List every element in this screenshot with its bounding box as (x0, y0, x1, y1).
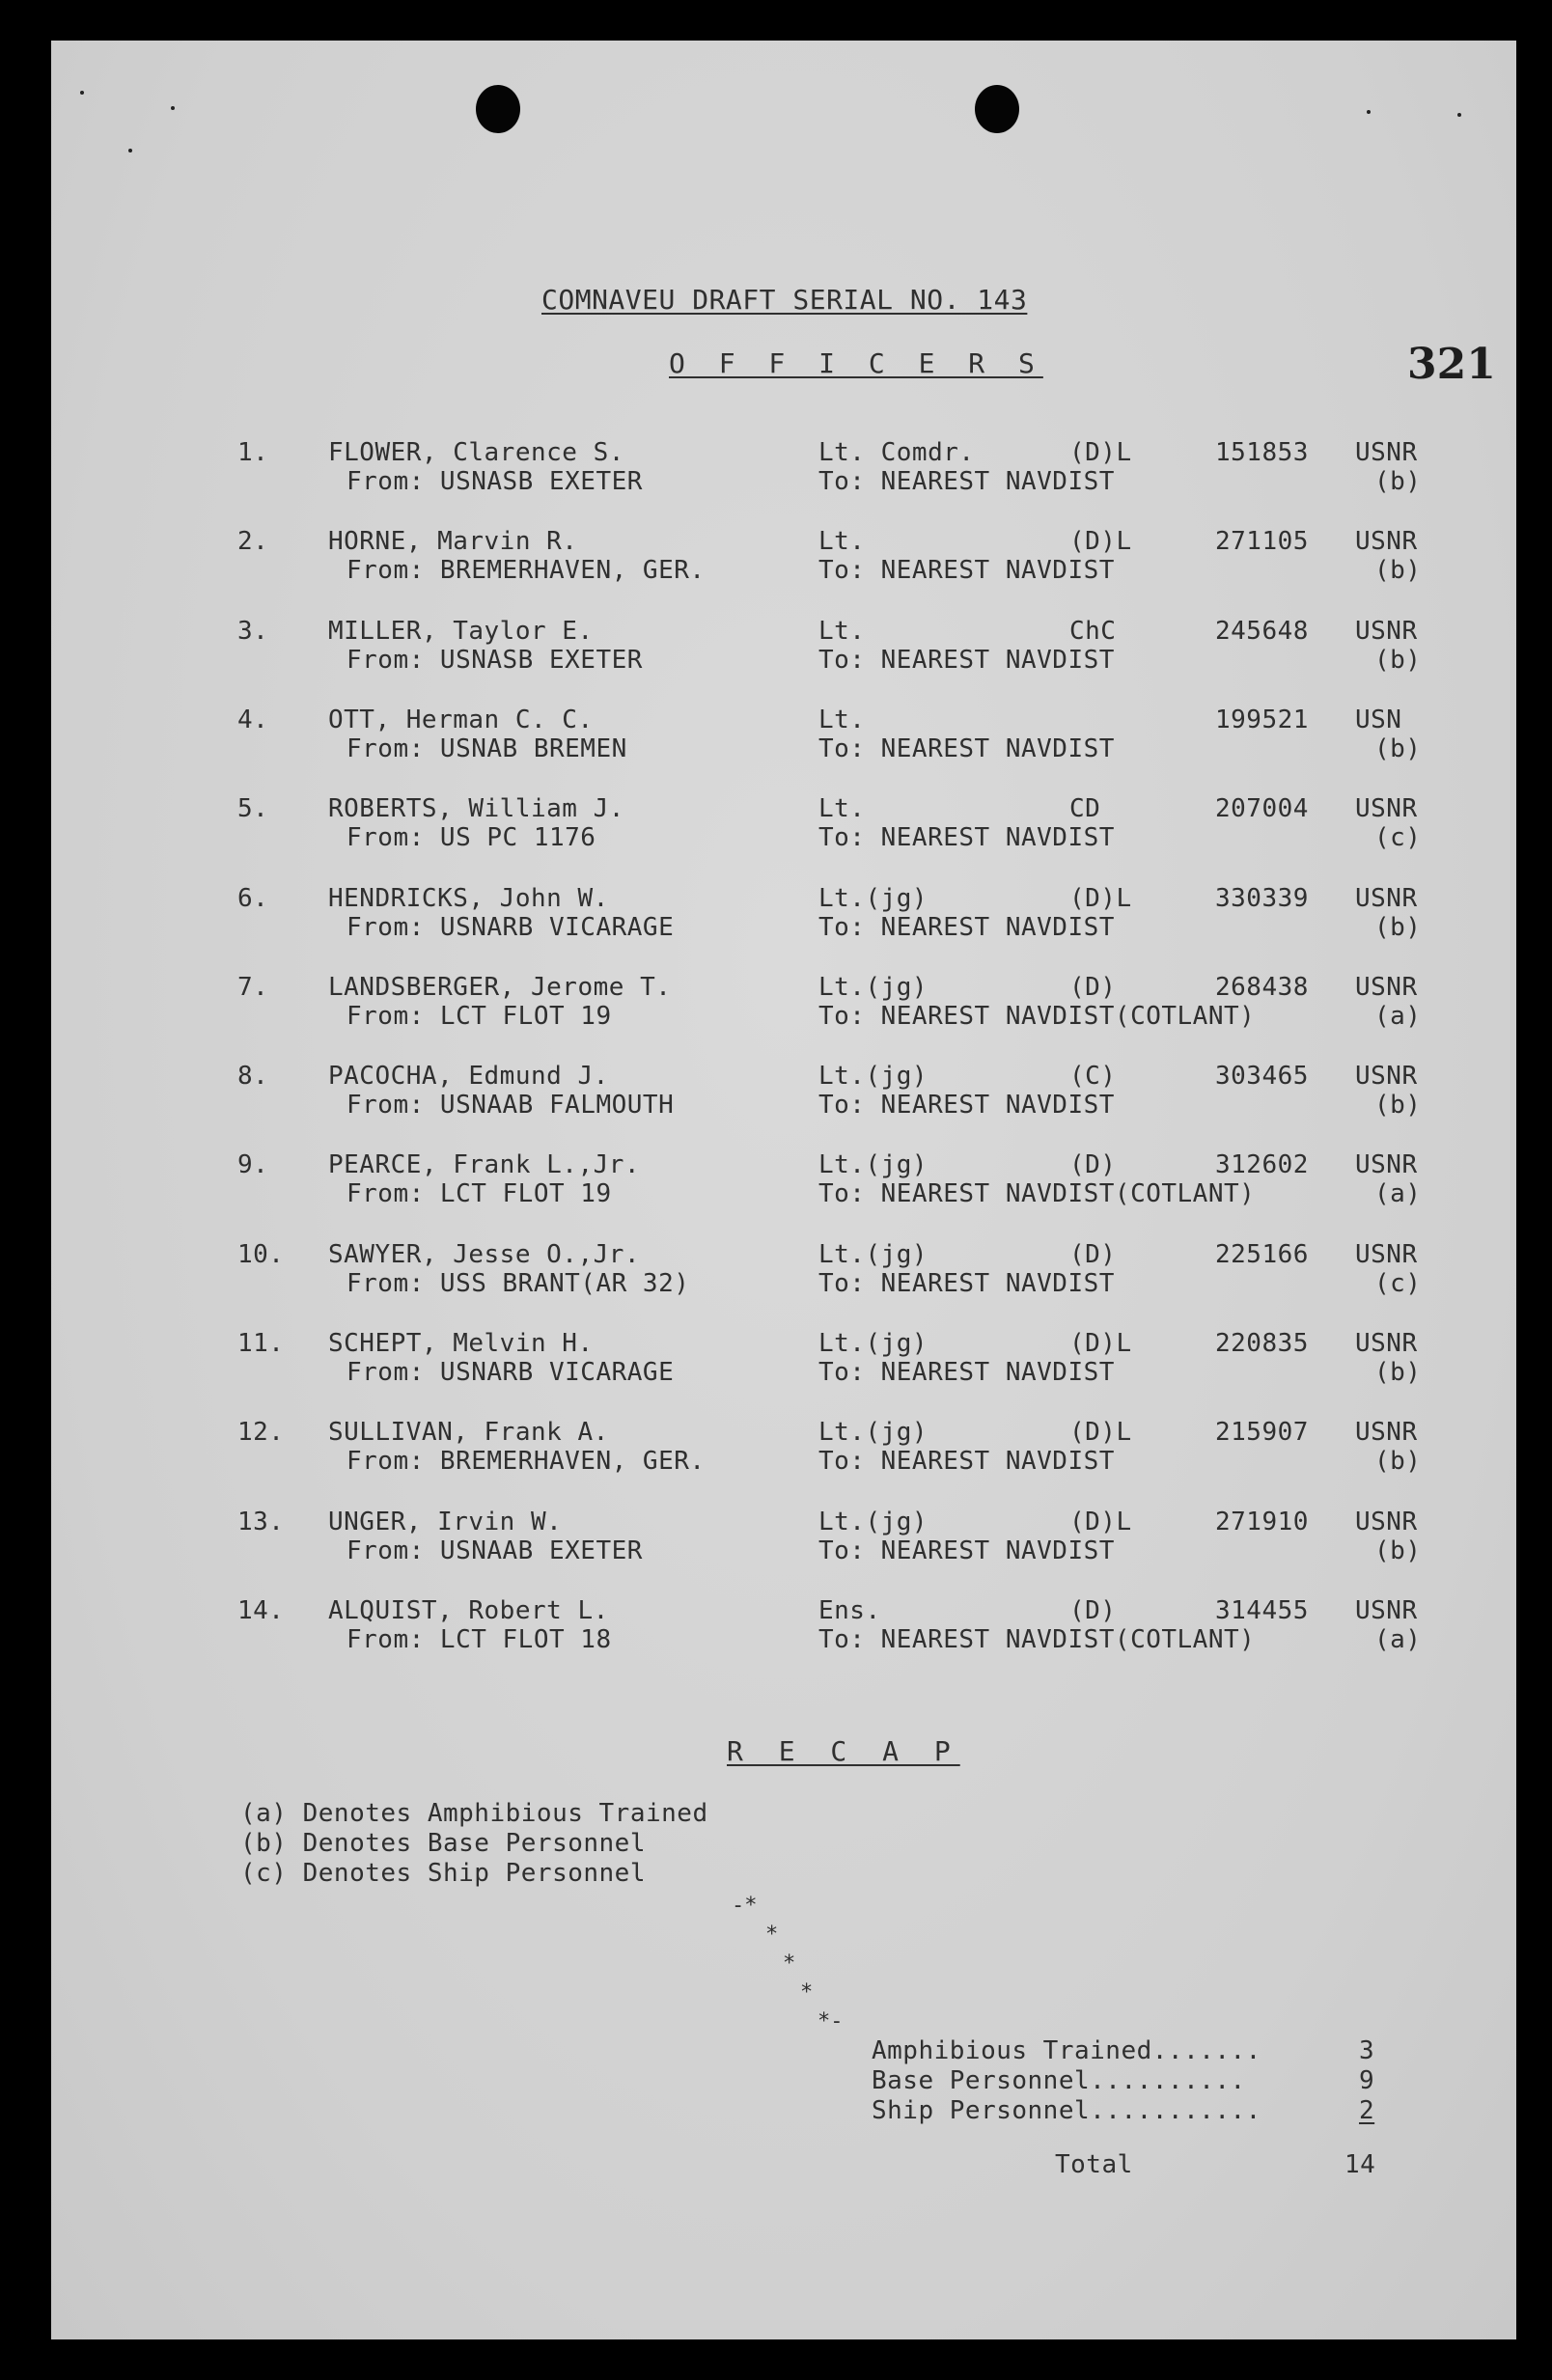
asterisk-divider: * (765, 1923, 779, 1947)
officer-entry (51, 617, 1516, 675)
officer-entry (51, 438, 1516, 496)
officer-serial-number: 215907 (1215, 1418, 1309, 1447)
officer-rank: Lt.(jg) (818, 1150, 928, 1179)
officer-destination: To: NEAREST NAVDIST (818, 467, 1115, 496)
officer-from: From: USNASB EXETER (346, 467, 643, 496)
officer-serial-number: 220835 (1215, 1329, 1309, 1358)
officer-destination: To: NEAREST NAVDIST (818, 1091, 1115, 1120)
officer-from: From: BREMERHAVEN, GER. (346, 1447, 706, 1476)
officer-entry (51, 1418, 1516, 1476)
legend-line-a: (a) Denotes Amphibious Trained (240, 1799, 708, 1828)
officer-serial-number: 314455 (1215, 1596, 1309, 1625)
entry-number: 14. (237, 1596, 285, 1625)
officer-classification: (D)L (1069, 1418, 1132, 1447)
officer-classification: (D)L (1069, 884, 1132, 913)
officer-serial-number: 199521 (1215, 706, 1309, 734)
officer-entry (51, 1150, 1516, 1208)
document-page (51, 41, 1516, 2339)
officer-classification: (D)L (1069, 1329, 1132, 1358)
summary-label-base: Base Personnel.......... (872, 2066, 1246, 2095)
officer-name: ROBERTS, William J. (328, 794, 624, 823)
officer-classification: (D) (1069, 1150, 1117, 1179)
officer-destination: To: NEAREST NAVDIST (818, 1269, 1115, 1298)
officer-destination: To: NEAREST NAVDIST (818, 734, 1115, 763)
officer-classification: CD (1069, 794, 1101, 823)
entry-number: 11. (237, 1329, 285, 1358)
officer-service: USNR (1355, 1596, 1418, 1625)
officer-from: From: LCT FLOT 19 (346, 1002, 612, 1031)
summary-value-base: 9 (1359, 2066, 1375, 2095)
officer-serial-number: 271105 (1215, 527, 1309, 556)
section-heading-officers: O F F I C E R S (669, 347, 1043, 379)
officer-classification: (D) (1069, 1596, 1117, 1625)
total-label: Total (1055, 2150, 1133, 2179)
entry-number: 9. (237, 1150, 269, 1179)
entry-number: 12. (237, 1418, 285, 1447)
officer-destination: To: NEAREST NAVDIST (818, 823, 1115, 852)
officer-name: HORNE, Marvin R. (328, 527, 578, 556)
officer-entry (51, 1596, 1516, 1654)
officer-serial-number: 330339 (1215, 884, 1309, 913)
officer-name: PEARCE, Frank L.,Jr. (328, 1150, 641, 1179)
document-title: COMNAVEU DRAFT SERIAL NO. 143 (541, 284, 1028, 316)
officer-rank: Lt.(jg) (818, 884, 928, 913)
officer-category-code: (b) (1374, 734, 1422, 763)
summary-label-amphibious: Amphibious Trained....... (872, 2036, 1261, 2065)
officer-rank: Lt.(jg) (818, 1240, 928, 1269)
officer-entry (51, 884, 1516, 942)
officer-classification: (D)L (1069, 527, 1132, 556)
officer-entry (51, 1329, 1516, 1387)
officer-name: HENDRICKS, John W. (328, 884, 609, 913)
officer-entry (51, 794, 1516, 852)
entry-number: 6. (237, 884, 269, 913)
officer-rank: Lt. (818, 706, 866, 734)
officer-service: USNR (1355, 438, 1418, 467)
officer-name: PACOCHA, Edmund J. (328, 1062, 609, 1091)
officer-name: MILLER, Taylor E. (328, 617, 594, 646)
asterisk-divider: -* (732, 1894, 758, 1918)
officer-category-code: (b) (1374, 1447, 1422, 1476)
officer-category-code: (a) (1374, 1179, 1422, 1208)
officer-from: From: LCT FLOT 19 (346, 1179, 612, 1208)
summary-value-ship: 2 (1359, 2096, 1375, 2125)
summary-value-amphibious: 3 (1359, 2036, 1375, 2065)
paper-speck (1457, 113, 1461, 117)
paper-speck (1367, 110, 1371, 114)
officer-category-code: (c) (1374, 1269, 1422, 1298)
officer-destination: To: NEAREST NAVDIST(COTLANT) (818, 1179, 1256, 1208)
officer-service: USNR (1355, 1418, 1418, 1447)
officer-destination: To: NEAREST NAVDIST(COTLANT) (818, 1625, 1256, 1654)
officer-category-code: (b) (1374, 646, 1422, 675)
officer-serial-number: 151853 (1215, 438, 1309, 467)
officer-name: OTT, Herman C. C. (328, 706, 594, 734)
officer-serial-number: 245648 (1215, 617, 1309, 646)
asterisk-divider: *- (818, 2009, 844, 2034)
officer-service: USNR (1355, 1508, 1418, 1536)
entry-number: 1. (237, 438, 269, 467)
officer-category-code: (c) (1374, 823, 1422, 852)
officer-service: USNR (1355, 617, 1418, 646)
paper-speck (80, 91, 84, 95)
summary-label-ship: Ship Personnel........... (872, 2096, 1261, 2125)
officer-serial-number: 271910 (1215, 1508, 1309, 1536)
officer-service: USNR (1355, 1329, 1418, 1358)
officer-serial-number: 312602 (1215, 1150, 1309, 1179)
officer-classification: (D) (1069, 1240, 1117, 1269)
entry-number: 3. (237, 617, 269, 646)
officer-rank: Lt. Comdr. (818, 438, 975, 467)
officer-service: USNR (1355, 884, 1418, 913)
entry-number: 8. (237, 1062, 269, 1091)
officer-category-code: (b) (1374, 1358, 1422, 1387)
officer-destination: To: NEAREST NAVDIST(COTLANT) (818, 1002, 1256, 1031)
officer-from: From: BREMERHAVEN, GER. (346, 556, 706, 585)
officer-name: LANDSBERGER, Jerome T. (328, 973, 672, 1002)
officer-category-code: (b) (1374, 913, 1422, 942)
entry-number: 13. (237, 1508, 285, 1536)
officer-from: From: USNASB EXETER (346, 646, 643, 675)
officer-rank: Lt. (818, 527, 866, 556)
officer-name: FLOWER, Clarence S. (328, 438, 624, 467)
officer-from: From: US PC 1176 (346, 823, 596, 852)
officer-category-code: (b) (1374, 1536, 1422, 1565)
officer-category-code: (a) (1374, 1002, 1422, 1031)
officer-service: USNR (1355, 527, 1418, 556)
paper-speck (128, 149, 132, 152)
officer-category-code: (b) (1374, 467, 1422, 496)
total-value: 14 (1344, 2150, 1376, 2179)
officer-from: From: USNAAB EXETER (346, 1536, 643, 1565)
officer-destination: To: NEAREST NAVDIST (818, 646, 1115, 675)
officer-entry (51, 973, 1516, 1031)
officer-rank: Lt. (818, 617, 866, 646)
entry-number: 4. (237, 706, 269, 734)
officer-name: SCHEPT, Melvin H. (328, 1329, 594, 1358)
officer-service: USNR (1355, 1062, 1418, 1091)
officer-destination: To: NEAREST NAVDIST (818, 1358, 1115, 1387)
officer-rank: Lt.(jg) (818, 1062, 928, 1091)
officer-name: SAWYER, Jesse O.,Jr. (328, 1240, 641, 1269)
officer-name: SULLIVAN, Frank A. (328, 1418, 609, 1447)
officer-serial-number: 207004 (1215, 794, 1309, 823)
entry-number: 10. (237, 1240, 285, 1269)
officer-name: ALQUIST, Robert L. (328, 1596, 609, 1625)
officer-name: UNGER, Irvin W. (328, 1508, 563, 1536)
officer-service: USNR (1355, 1240, 1418, 1269)
entry-number: 2. (237, 527, 269, 556)
legend-line-b: (b) Denotes Base Personnel (240, 1829, 646, 1858)
entry-number: 7. (237, 973, 269, 1002)
officer-from: From: USNARB VICARAGE (346, 1358, 675, 1387)
officer-from: From: USS BRANT(AR 32) (346, 1269, 690, 1298)
officer-from: From: LCT FLOT 18 (346, 1625, 612, 1654)
officer-entry (51, 1062, 1516, 1120)
asterisk-divider: * (800, 1980, 814, 2005)
officer-destination: To: NEAREST NAVDIST (818, 556, 1115, 585)
officer-destination: To: NEAREST NAVDIST (818, 913, 1115, 942)
punch-hole-right (975, 85, 1019, 133)
officer-service: USN (1355, 706, 1402, 734)
officer-serial-number: 225166 (1215, 1240, 1309, 1269)
punch-hole-left (476, 85, 520, 133)
legend-line-c: (c) Denotes Ship Personnel (240, 1859, 646, 1888)
officer-service: USNR (1355, 794, 1418, 823)
officer-classification: (D)L (1069, 1508, 1132, 1536)
officer-classification: (D)L (1069, 438, 1132, 467)
officer-rank: Lt. (818, 794, 866, 823)
officer-service: USNR (1355, 1150, 1418, 1179)
officer-destination: To: NEAREST NAVDIST (818, 1447, 1115, 1476)
officer-destination: To: NEAREST NAVDIST (818, 1536, 1115, 1565)
officer-entry (51, 1508, 1516, 1565)
officer-rank: Lt.(jg) (818, 1329, 928, 1358)
officer-classification: (D) (1069, 973, 1117, 1002)
officer-entry (51, 706, 1516, 763)
officer-rank: Ens. (818, 1596, 881, 1625)
officer-classification: ChC (1069, 617, 1117, 646)
officer-category-code: (b) (1374, 1091, 1422, 1120)
officer-from: From: USNAAB FALMOUTH (346, 1091, 675, 1120)
officer-from: From: USNAB BREMEN (346, 734, 627, 763)
officer-entry (51, 1240, 1516, 1298)
section-heading-recap: R E C A P (727, 1735, 960, 1767)
officer-category-code: (b) (1374, 556, 1422, 585)
officer-category-code: (a) (1374, 1625, 1422, 1654)
page-number: 321 (1407, 340, 1496, 389)
entry-number: 5. (237, 794, 269, 823)
officer-serial-number: 268438 (1215, 973, 1309, 1002)
officer-classification: (C) (1069, 1062, 1117, 1091)
officer-rank: Lt.(jg) (818, 1508, 928, 1536)
officer-rank: Lt.(jg) (818, 973, 928, 1002)
officer-entry (51, 527, 1516, 585)
officer-serial-number: 303465 (1215, 1062, 1309, 1091)
asterisk-divider: * (783, 1951, 796, 1976)
paper-speck (171, 106, 175, 110)
officer-from: From: USNARB VICARAGE (346, 913, 675, 942)
officer-rank: Lt.(jg) (818, 1418, 928, 1447)
officer-service: USNR (1355, 973, 1418, 1002)
